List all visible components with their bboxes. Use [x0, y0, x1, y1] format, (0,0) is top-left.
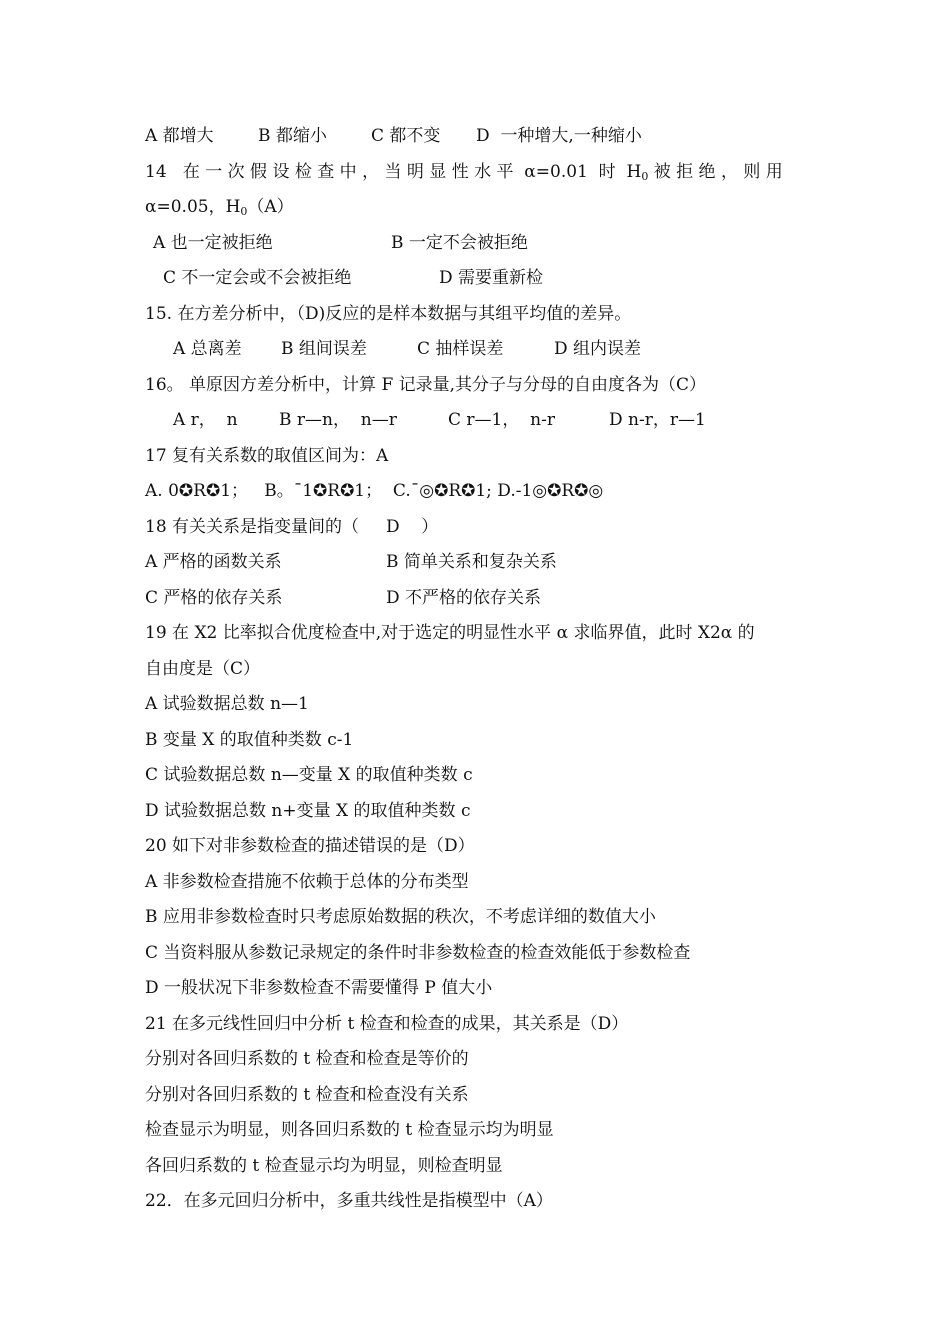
option: D 不严格的依存关系	[386, 587, 542, 608]
q19-option-c: C 试验数据总数 n—变量 X 的取值种类数 c	[145, 765, 473, 785]
option: D 一种增大,一种缩小	[476, 126, 642, 146]
q14-options-row2	[145, 264, 813, 300]
q21-option-2: 分别对各回归系数的 t 检查和检查没有关系	[145, 1084, 469, 1105]
question-list	[145, 122, 813, 1223]
q18-stem: 18 有关关系是指变量间的（ D ）	[145, 516, 439, 537]
option: A 都增大	[145, 126, 214, 146]
q19-stem-line2: 自由度是（C）	[145, 658, 261, 679]
option: C r—1， n-r	[448, 410, 555, 430]
q21-option-1: 分别对各回归系数的 t 检查和检查是等价的	[145, 1049, 469, 1069]
q17-options: A. 0✪R✪1； B。ˉ1✪R✪1； C.ˉ◎✪R✪1; D.-1◎✪R✪◎	[145, 481, 604, 501]
option: D 组内误差	[554, 339, 642, 359]
q19-option-a: A 试验数据总数 n—1	[145, 694, 309, 714]
q22-stem: 22．在多元回归分析中，多重共线性是指模型中（A）	[145, 1191, 553, 1211]
q20-option-c: C 当资料服从参数记录规定的条件时非参数检查的检查效能低于参数检查	[145, 942, 691, 963]
option: C 不一定会或不会被拒绝	[163, 268, 352, 288]
q19-option-b: B 变量 X 的取值种类数 c-1	[145, 729, 354, 750]
q19-option-d: D 试验数据总数 n+变量 X 的取值种类数 c	[145, 800, 471, 821]
q13-options	[145, 122, 813, 158]
option: C 抽样误差	[417, 339, 504, 359]
option: A 严格的函数关系	[145, 552, 282, 572]
q14-options-row1	[145, 229, 813, 265]
option: B 一定不会被拒绝	[391, 232, 528, 253]
q20-option-a: A 非参数检查措施不依赖于总体的分布类型	[145, 871, 469, 892]
option: C 严格的依存关系	[145, 587, 283, 608]
q16-options	[145, 406, 813, 442]
q15-stem: 15. 在方差分析中，（D)反应的是样本数据与其组平均值的差异。	[145, 303, 632, 324]
q16-stem: 16。 单原因方差分析中，计算 F 记录量,其分子与分母的自由度各为（C）	[145, 374, 707, 395]
option: A 也一定被拒绝	[153, 232, 273, 253]
option: A 总离差	[173, 339, 242, 359]
q21-option-3: 检查显示为明显，则各回归系数的 t 检查显示均为明显	[145, 1120, 554, 1140]
option: B r—n， n—r	[279, 410, 397, 430]
option: B 都缩小	[258, 126, 327, 146]
option: D 需要重新检	[439, 268, 544, 288]
q20-stem: 20 如下对非参数检查的描述错误的是（D）	[145, 836, 475, 856]
q19-stem-line1: 19 在 X2 比率拟合优度检查中,对于选定的明显性水平 α 求临界值，此时 X2α 的	[145, 623, 755, 643]
q14-stem-line2: α=0.05，$H_0(A)$	[145, 197, 294, 218]
q21-option-4: 各回归系数的 t 检查显示均为明显，则检查明显	[145, 1155, 503, 1176]
option: C 都不变	[371, 126, 441, 146]
q14-stem-line1: 14 在 一 次 假 设 检 查 中 ， 当 明 显 性 水 平 α=0.01 时 $H_0$ 被 拒 绝 ， 则 用	[145, 161, 783, 183]
option: D n-r，r—1	[609, 410, 706, 430]
q17-stem: 17 复有关系数的取值区间为：A	[145, 445, 389, 466]
q21-stem: 21 在多元线性回归中分析 t 检查和检查的成果，其关系是（D）	[145, 1013, 629, 1034]
q18-options-row1	[145, 548, 813, 584]
q18-options-row2	[145, 584, 813, 620]
q20-option-b: B 应用非参数检查时只考虑原始数据的秩次，不考虑详细的数值大小	[145, 907, 656, 927]
option: A r， n	[173, 410, 238, 430]
q15-options	[145, 335, 813, 371]
option: B 简单关系和复杂关系	[386, 552, 557, 572]
q20-option-d: D 一般状况下非参数检查不需要懂得 P 值大小	[145, 978, 493, 998]
option: B 组间误差	[281, 339, 367, 359]
